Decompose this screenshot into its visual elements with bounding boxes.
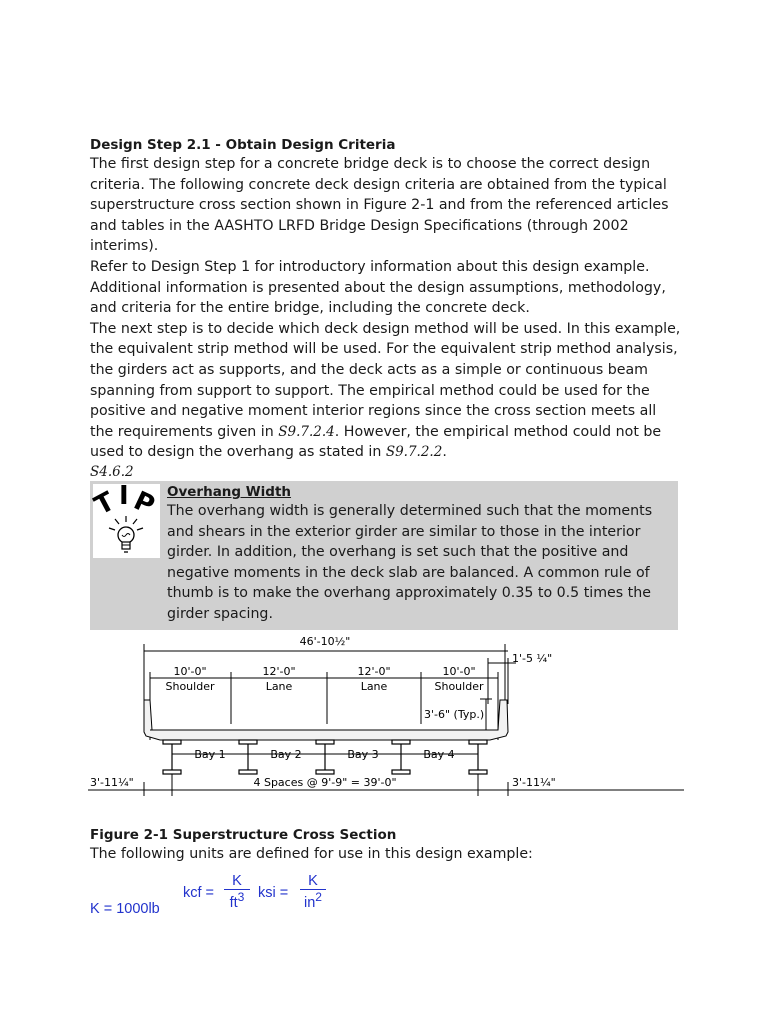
total-width-label: 46'-10½": [299, 634, 351, 648]
svg-text:P: P: [128, 485, 159, 522]
paragraph-design-criteria: The first design step for a concrete bridge deck is to choose the correct design criteria. The following concrete deck design criteria are obtained from the typical superstructure cross section shown in Figure 2-1 and from the referenced articles and tables in the AASHTO LRFD Bridge Design Specifications (through 2002 interims).: [90, 156, 669, 255]
zone-label: Lane: [265, 679, 293, 693]
kip-definition: K = 1000lb: [90, 900, 160, 917]
unit-definitions: [90, 865, 682, 925]
ksi-exponent: 2: [315, 889, 322, 904]
paragraph-design-step-1: Refer to Design Step 1 for introductory information about this design example. Additional information is presented about the design assumptions, methodology, and criteria for the entire bridge, including the concrete deck.: [90, 258, 666, 317]
zone-label: Lane: [360, 679, 388, 693]
tip-title: Overhang Width: [167, 483, 292, 500]
paragraph-deck-method: [90, 319, 682, 463]
ksi-denominator: in: [303, 894, 316, 911]
kcf-numerator: K: [232, 872, 242, 889]
dim-label: 12'-0": [357, 664, 391, 678]
ksi-label: ksi =: [258, 884, 289, 901]
side-reference: S4.6.2: [90, 463, 134, 480]
svg-text:I: I: [119, 480, 129, 511]
tip-body: The overhang width is generally determined such that the moments and shears in the exterior girder are similar to those in the interior girder. In addition, the overhang is set such that the positive and negative moments in the deck slab are balanced. A common rule of thumb is to make the overhang approximately 0.35 to 0.5 times the girder spacing.: [167, 502, 653, 622]
overhang-right-label: 3'-11¼": [512, 775, 556, 789]
paragraph-text: The next step is to decide which deck design method will be used. In this example, the equivalent strip method will be used. For the equivalent strip method analysis, the girders act as supports, and the deck acts as a simple or continuous beam spanning from support to support. The empirical method could be used for the positive and negative moment interior regions since the cross section meets all the requirements given in: [90, 320, 681, 440]
zone-label: Shoulder: [165, 679, 215, 693]
kcf-denominator: ft: [229, 894, 238, 911]
zone-label: Shoulder: [434, 679, 484, 693]
spacing-label: 4 Spaces @ 9'-9" = 39'-0": [253, 775, 397, 789]
document-page: [90, 136, 682, 925]
section-heading: Design Step 2.1 - Obtain Design Criteria: [90, 137, 396, 153]
tip-box: [90, 481, 678, 630]
bay-label: Bay 1: [194, 747, 226, 761]
cross-section-figure: [90, 632, 682, 822]
barrier-dim-label: 1'-5 ¼": [512, 651, 553, 665]
svg-text:T: T: [90, 486, 120, 522]
cross-section-drawing: [88, 632, 684, 822]
ksi-fraction: [300, 873, 326, 911]
dim-label: 10'-0": [442, 664, 476, 678]
kcf-denominator-wrap: [224, 889, 250, 911]
tip-text: [167, 483, 675, 625]
paragraph-text: . However, the empirical method could not be used to design the overhang as stated in: [90, 423, 662, 461]
kcf-exponent: 3: [237, 889, 245, 904]
kcf-label: kcf =: [183, 884, 215, 901]
dim-label: 10'-0": [173, 664, 207, 678]
spec-reference: S9.7.2.2: [385, 444, 443, 461]
bay-label: Bay 3: [347, 747, 379, 761]
units-intro: The following units are defined for use in this design example:: [90, 845, 533, 862]
kcf-fraction: [224, 873, 250, 911]
spec-reference: S9.7.2.4: [278, 423, 335, 440]
ksi-numerator: K: [308, 872, 318, 889]
ksi-denominator-wrap: [300, 889, 326, 911]
paragraph-text: .: [442, 444, 447, 461]
bay-label: Bay 2: [270, 747, 302, 761]
tip-lightbulb-icon: [90, 480, 160, 558]
bay-label: Bay 4: [423, 747, 455, 761]
typ-height-label: 3'-6" (Typ.): [424, 707, 485, 721]
dim-label: 12'-0": [262, 664, 296, 678]
overhang-left-label: 3'-11¼": [90, 775, 134, 789]
figure-caption: Figure 2-1 Superstructure Cross Section: [90, 826, 397, 843]
